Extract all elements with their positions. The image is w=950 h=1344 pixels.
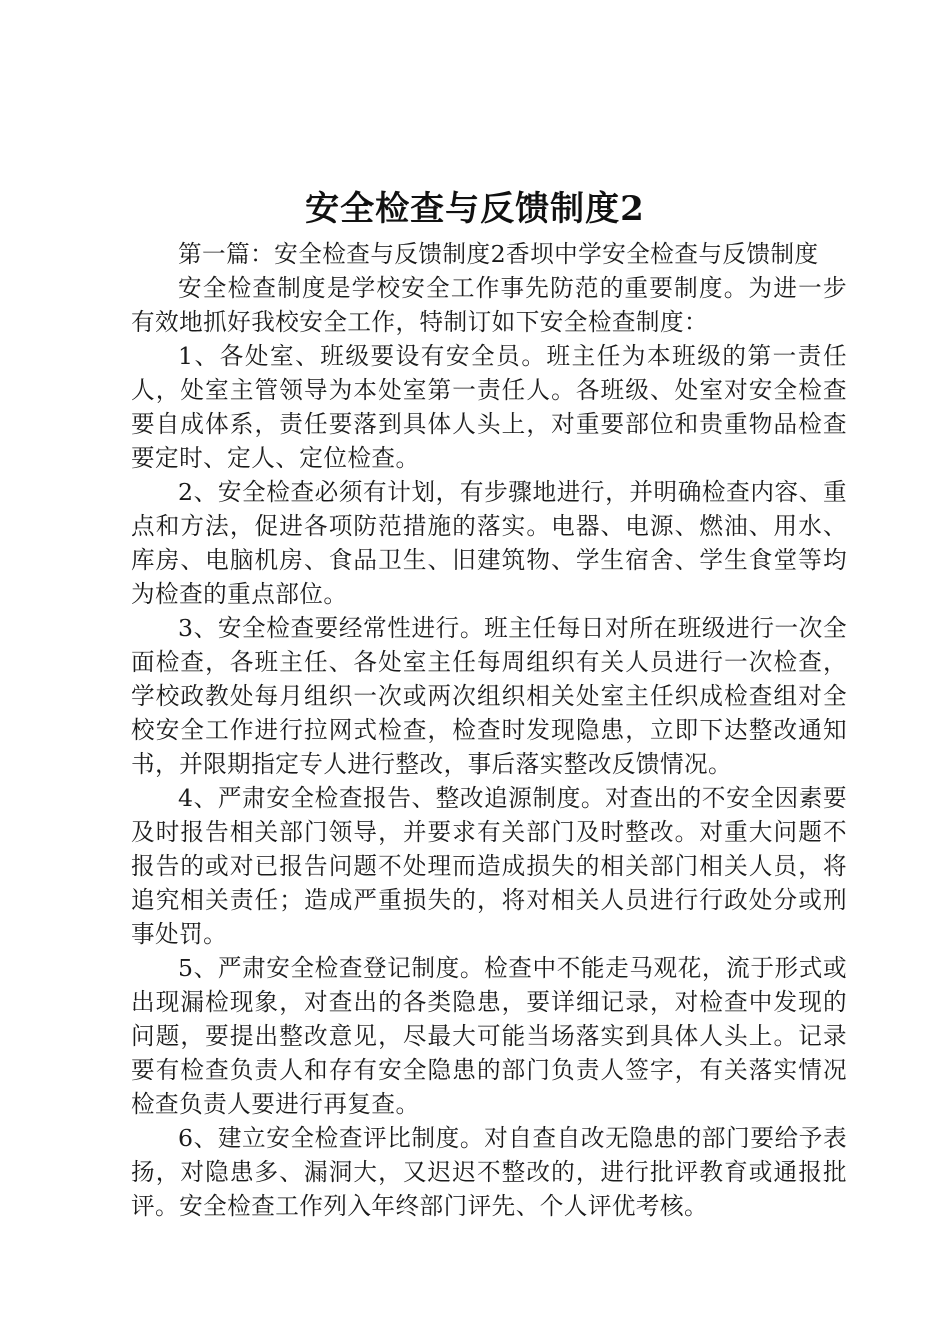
paragraph-intro-heading: 第一篇：安全检查与反馈制度2香坝中学安全检查与反馈制度 [178, 240, 819, 268]
paragraph-item-2: 2、安全检查必须有计划，有步骤地进行，并明确检查内容、重点和方法，促进各项防范措施的落实。电器、电源、燃油、用水、库房、电脑机房、食品卫生、旧建筑物、学生宿舍、学生食堂等均为检查的重点部位。 [131, 478, 847, 608]
paragraph-item-4: 4、严肃安全检查报告、整改追源制度。对查出的不安全因素要及时报告相关部门领导，并要求有关部门及时整改。对重大问题不报告的或对已报告问题不处理而造成损失的相关部门相关人员，将追究相关责任；造成严重损失的，将对相关人员进行行政处分或刑事处罚。 [131, 784, 847, 948]
document-title: 安全检查与反馈制度2 [305, 189, 645, 229]
document-body [131, 237, 847, 1223]
paragraph-item-5: 5、严肃安全检查登记制度。检查中不能走马观花，流于形式或出现漏检现象，对查出的各类隐患，要详细记录，对检查中发现的问题，要提出整改意见，尽最大可能当场落实到具体人头上。记录要有检查负责人和存有安全隐患的部门负责人签字，有关落实情况检查负责人要进行再复查。 [131, 954, 847, 1118]
paragraph-item-3: 3、安全检查要经常性进行。班主任每日对所在班级进行一次全面检查，各班主任、各处室主任每周组织有关人员进行一次检查，学校政教处每月组织一次或两次组织相关处室主任织成检查组对全校安全工作进行拉网式检查，检查时发现隐患，立即下达整改通知书，并限期指定专人进行整改，事后落实整改反馈情况。 [131, 614, 847, 778]
paragraph-item-6: 6、建立安全检查评比制度。对自查自改无隐患的部门要给予表扬，对隐患多、漏洞大，又迟迟不整改的，进行批评教育或通报批评。安全检查工作列入年终部门评先、个人评优考核。 [131, 1124, 847, 1220]
paragraph-intro: 安全检查制度是学校安全工作事先防范的重要制度。为进一步有效地抓好我校安全工作，特制订如下安全检查制度： [131, 274, 847, 336]
paragraph-item-1: 1、各处室、班级要设有安全员。班主任为本班级的第一责任人，处室主管领导为本处室第一责任人。各班级、处室对安全检查要自成体系，责任要落到具体人头上，对重要部位和贵重物品检查要定时、定人、定位检查。 [131, 342, 847, 472]
